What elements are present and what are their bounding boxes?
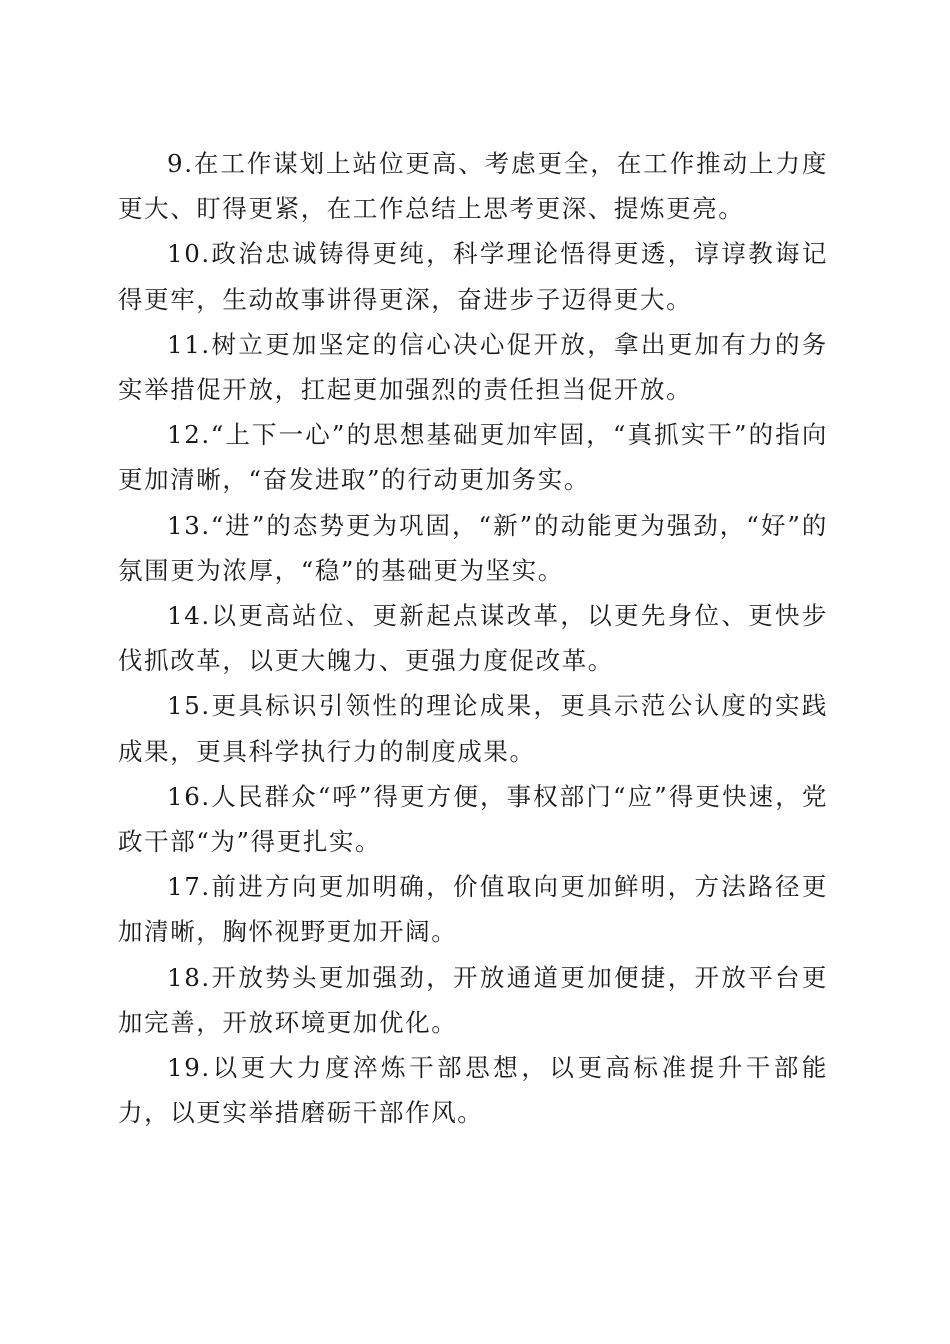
paragraph-12: 12.“上下一心”的思想基础更加牢固，“真抓实干”的指向更加清晰，“奋发进取”的行动更加务实。 xyxy=(118,420,828,495)
paragraph-19: 19.以更大力度淬炼干部思想，以更高标准提升干部能力，以更实举措磨砺干部作风。 xyxy=(118,1053,828,1128)
paragraph-14: 14.以更高站位、更新起点谋改革，以更先身位、更快步伐抓改革，以更大魄力、更强力度促改革。 xyxy=(118,601,828,676)
paragraph-16: 16.人民群众“呼”得更方便，事权部门“应”得更快速，党政干部“为”得更扎实。 xyxy=(118,781,828,857)
paragraph-17: 17.前进方向更加明确，价值取向更加鲜明，方法路径更加清晰，胸怀视野更加开阔。 xyxy=(118,872,828,947)
paragraph-11: 11.树立更加坚定的信心决心促开放，拿出更加有力的务实举措促开放，扛起更加强烈的责任担当促开放。 xyxy=(118,329,828,405)
paragraph-15: 15.更具标识引领性的理论成果，更具示范公认度的实践成果，更具科学执行力的制度成果。 xyxy=(118,691,828,766)
document-body xyxy=(118,141,828,1135)
paragraph-18: 18.开放势头更加强劲，开放通道更加便捷，开放平台更加完善，开放环境更加优化。 xyxy=(118,962,828,1037)
paragraph-9: 9.在工作谋划上站位更高、考虑更全，在工作推动上力度更大、盯得更紧，在工作总结上思考更深、提炼更亮。 xyxy=(118,149,828,224)
paragraph-13: 13.“进”的态势更为巩固，“新”的动能更为强劲，“好”的氛围更为浓厚，“稳”的基础更为坚实。 xyxy=(118,510,828,585)
paragraph-10: 10.政治忠诚铸得更纯，科学理论悟得更透，谆谆教诲记得更牢，生动故事讲得更深，奋进步子迈得更大。 xyxy=(118,239,828,314)
